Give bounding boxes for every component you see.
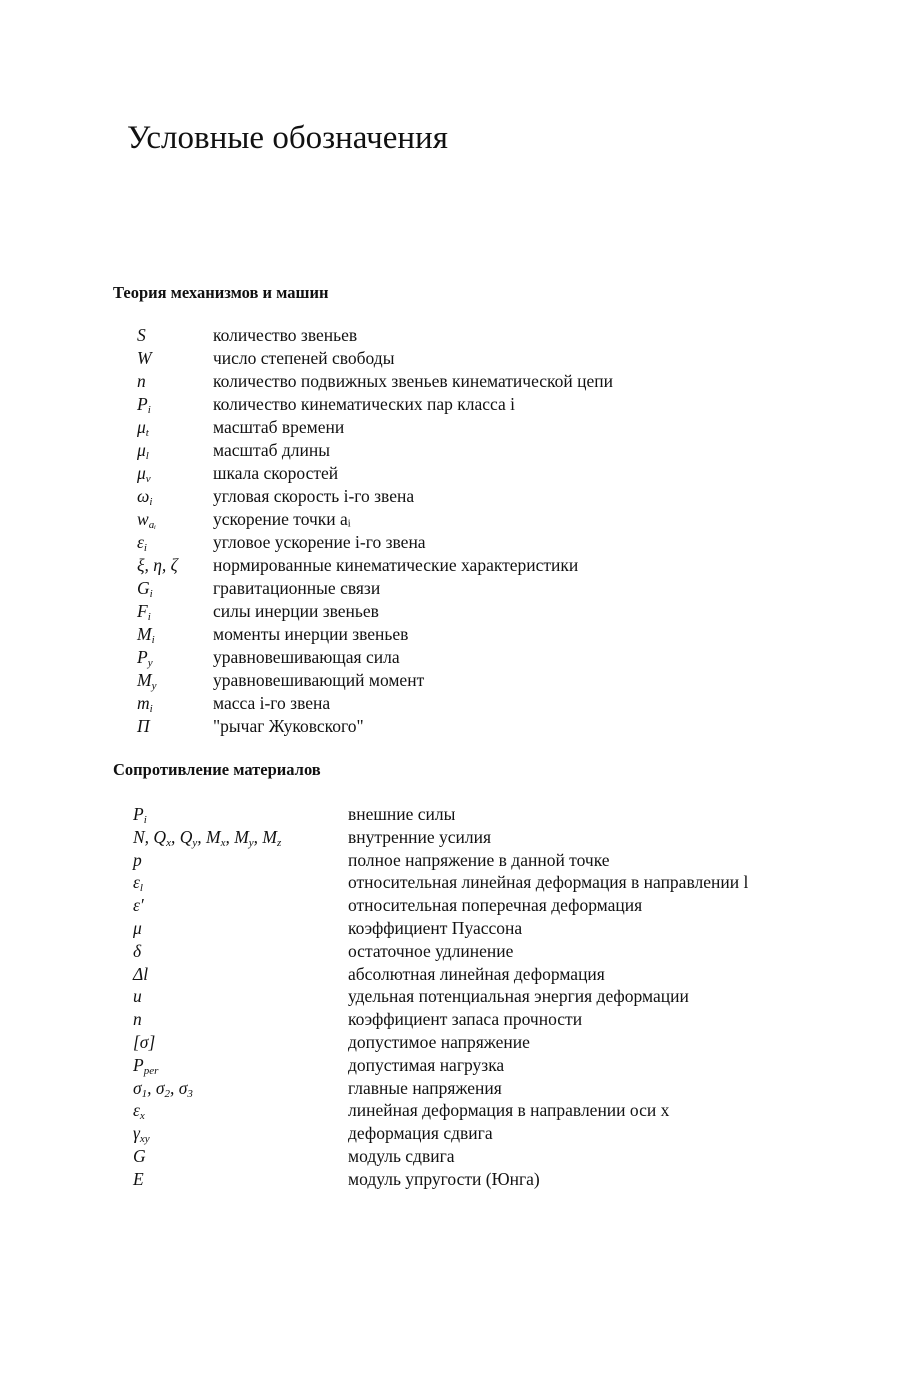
symbol-subscript: t <box>145 427 149 439</box>
notation-description: допустимое напряжение <box>348 1031 530 1052</box>
notation-description: деформация сдвига <box>348 1123 493 1144</box>
notation-symbol <box>137 324 146 347</box>
symbol-subscript: per <box>143 1064 159 1077</box>
symbol-subscript: 1 <box>141 1087 148 1100</box>
notation-description: масса i-го звена <box>213 693 331 713</box>
symbol-subscript: i <box>147 611 151 623</box>
symbol-base: F <box>137 601 148 621</box>
section-heading-tmm: Теория механизмов и машин <box>113 283 329 302</box>
notation-description: абсолютная линейная деформация <box>348 963 605 984</box>
symbol-base: , Q <box>170 826 193 847</box>
notation-description: нормированные кинематические характеристики <box>213 555 579 575</box>
notation-symbol <box>133 849 142 872</box>
notation-description: коэффициент Пуассона <box>348 917 523 938</box>
symbol-subscript: 2 <box>164 1087 171 1100</box>
notation-description: масштаб времени <box>213 417 345 437</box>
symbol-subscript: y <box>192 836 198 849</box>
notation-description: силы инерции звеньев <box>213 601 379 621</box>
notation-symbol <box>133 826 281 855</box>
symbol-base: , M <box>253 826 277 847</box>
notation-description: число степеней свободы <box>213 348 395 368</box>
symbol-base: G <box>137 578 150 598</box>
symbol-subscript: i <box>149 496 153 508</box>
symbol-base: ω <box>137 486 150 506</box>
notation-description: угловая скорость i-го звена <box>213 486 415 506</box>
notation-symbol <box>137 715 150 738</box>
notation-description: угловое ускорение i-го звена <box>213 532 426 552</box>
notation-symbol <box>133 963 148 986</box>
symbol-base: P <box>137 394 148 414</box>
symbol-subscript: 3 <box>187 1087 193 1100</box>
symbol-base: Δl <box>133 963 149 984</box>
symbol-base: Π <box>137 716 150 736</box>
notation-description: удельная потенциальная энергия деформации <box>348 986 689 1007</box>
symbol-subscript: i <box>149 588 153 600</box>
symbol-base: n <box>137 371 146 391</box>
symbol-base: ε <box>133 1100 140 1121</box>
notation-symbol <box>137 370 146 393</box>
symbol-base: P <box>133 804 144 824</box>
notation-symbol <box>133 985 142 1008</box>
symbol-subscript: xy <box>139 1133 150 1146</box>
notation-description: модуль упругости (Юнга) <box>348 1168 540 1189</box>
symbol-subscript: i <box>147 404 151 416</box>
symbol-base: E <box>133 1168 144 1189</box>
symbol-base: w <box>137 509 149 529</box>
symbol-base: M <box>137 670 152 690</box>
symbol-base: , M <box>225 826 249 847</box>
symbol-base: n <box>133 1009 142 1030</box>
symbol-subscript: y <box>248 836 254 849</box>
notation-description: относительная поперечная деформация <box>348 895 643 916</box>
notation-description: гравитационные связи <box>213 578 381 598</box>
symbol-base: σ <box>133 1077 142 1098</box>
symbol-base: P <box>133 1054 144 1075</box>
symbol-base: ε <box>133 872 140 893</box>
notation-description: шкала скоростей <box>213 463 339 483</box>
symbol-subscript: x <box>139 1110 145 1123</box>
notation-symbol <box>133 894 144 917</box>
symbol-subscript: l <box>139 882 143 895</box>
notation-description: допустимая нагрузка <box>348 1054 505 1075</box>
notation-description: относительная линейная деформация в направлении l <box>348 872 749 893</box>
symbol-base: , σ <box>147 1077 165 1098</box>
symbol-base: δ <box>133 940 142 961</box>
notation-description: уравновешивающая сила <box>213 647 400 667</box>
notation-description: количество подвижных звеньев кинематической цепи <box>213 371 614 391</box>
symbol-subscript: i <box>143 542 147 554</box>
symbol-subscript: v <box>145 473 151 485</box>
notation-description: количество кинематических пар класса i <box>213 394 515 414</box>
symbol-base: M <box>137 624 152 644</box>
symbol-base: , σ <box>170 1077 188 1098</box>
symbol-subscript: i <box>149 703 153 715</box>
notation-description: количество звеньев <box>213 325 358 345</box>
symbol-base: μ <box>137 440 146 460</box>
symbol-base: P <box>137 647 148 667</box>
notation-description: внешние силы <box>348 804 456 824</box>
notation-description: ускорение точки aᵢ <box>213 509 351 529</box>
notation-symbol <box>133 917 142 940</box>
section-heading-sopromat: Сопротивление материалов <box>113 760 321 779</box>
notation-symbol <box>133 1145 146 1168</box>
symbol-subscript: y <box>147 657 153 669</box>
notation-description: главные напряжения <box>348 1077 502 1098</box>
symbol-base: [σ] <box>133 1031 156 1052</box>
notation-description: полное напряжение в данной точке <box>348 849 610 870</box>
symbol-base: m <box>137 693 150 713</box>
symbol-subscript: y <box>151 680 157 692</box>
symbol-subscript: l <box>145 450 149 462</box>
symbol-base: G <box>133 1145 146 1166</box>
notation-description: линейная деформация в направлении оси x <box>348 1100 670 1121</box>
notation-symbol <box>133 940 141 963</box>
symbol-subscript: i <box>151 634 155 646</box>
symbol-base: μ <box>133 917 142 938</box>
page-title: Условные обозначения <box>127 120 448 156</box>
symbol-base: u <box>133 986 142 1007</box>
notation-symbol <box>133 1008 142 1031</box>
symbol-base: p <box>133 849 142 870</box>
notation-description: остаточное удлинение <box>348 940 514 961</box>
symbol-base: ε′ <box>133 895 144 916</box>
notation-description: масштаб длины <box>213 440 330 460</box>
notation-description: коэффициент запаса прочности <box>348 1009 583 1030</box>
symbol-base: ξ, η, ζ <box>137 555 178 575</box>
notation-symbol <box>133 1031 155 1054</box>
notation-description: уравновешивающий момент <box>213 670 425 690</box>
symbol-subscript: i <box>143 814 147 826</box>
symbol-subscript: aᵢ <box>148 519 156 531</box>
notation-symbol <box>137 347 152 370</box>
notation-description: "рычаг Жуковского" <box>213 716 364 736</box>
symbol-base: N, Q <box>133 826 167 847</box>
symbol-base: μ <box>137 463 146 483</box>
notation-symbol <box>137 554 178 577</box>
symbol-base: S <box>137 325 146 345</box>
symbol-subscript: x <box>166 836 171 849</box>
symbol-base: ε <box>137 532 144 552</box>
notation-description: моменты инерции звеньев <box>213 624 409 644</box>
symbol-subscript: x <box>220 836 226 849</box>
symbol-base: W <box>137 348 152 368</box>
symbol-subscript: z <box>277 836 282 849</box>
symbol-base: γ <box>133 1123 140 1144</box>
notation-description: модуль сдвига <box>348 1145 455 1166</box>
symbol-base: , M <box>197 826 221 847</box>
notation-description: внутренние усилия <box>348 826 492 847</box>
notation-symbol <box>133 1168 144 1191</box>
symbol-base: μ <box>137 417 146 437</box>
